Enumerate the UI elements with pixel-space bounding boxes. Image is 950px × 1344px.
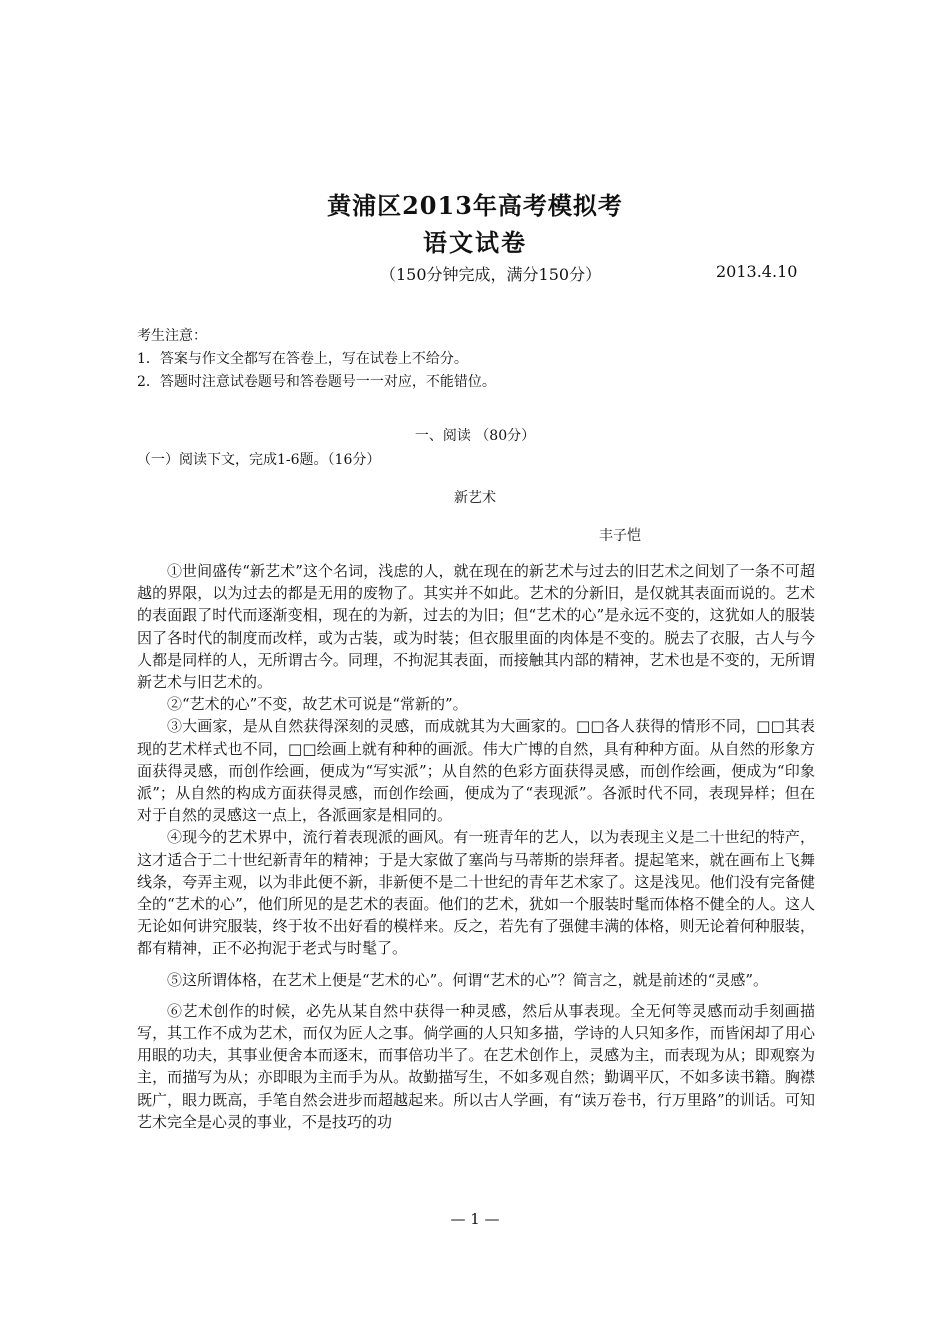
- paragraph-4: ④现今的艺术界中，流行着表现派的画风。有一班青年的艺人，以为表现主义是二十世纪的特产，这才适合于二十世纪新青年的精神；于是大家做了塞尚与马蒂斯的崇拜者。提起笔来，就在画布上飞舞线条，夸弄主观，以为非此便不新，非新便不是二十世纪的青年艺术家了。这是浅见。他们没有完备健全的“艺术的心”，他们所见的是艺术的表面。他们的艺术，犹如一个服装时髦而体格不健全的人。这人无论如何讲究服装，终于妆不出好看的模样来。反之，若先有了强健丰满的体格，则无论着何种服装，都有精神，正不必拘泥于老式与时髦了。: [137, 828, 815, 958]
- notice-heading: 考生注意：: [137, 328, 207, 344]
- article-body: [137, 560, 815, 1133]
- section-title: 一、阅读 （80分）: [414, 428, 536, 444]
- paragraph-5: ⑤这所谓体格，在艺术上便是“艺术的心”。何谓“艺术的心”？简言之，就是前述的“灵感”。: [167, 970, 769, 989]
- paragraph-3: ③大画家，是从自然获得深刻的灵感，而成就其为大画家的。□□各人获得的情形不同，□□其表现的艺术样式也不同，□□绘画上就有种种的画派。伟大广博的自然，具有种种方面。从自然的形象方面获得灵感，而创作绘画，便成为“写实派”；从自然的色彩方面获得灵感，而创作绘画，便成为“印象派”；从自然的构成方面获得灵感，而创作绘画，便成为了“表现派”。各派时代不同，表现异样；但在对于自然的灵感这一点上，各派画家是相同的。: [137, 717, 815, 825]
- article-author: 丰子恺: [599, 528, 641, 544]
- paragraph-1: ①世间盛传“新艺术”这个名词，浅虑的人，就在现在的新艺术与过去的旧艺术之间划了一条不可超越的界限，以为过去的都是无用的废物了。其实并不如此。艺术的分新旧，是仅就其表面而说的。艺术的表面跟了时代而逐渐变相，现在的为新，过去的为旧；但“艺术的心”是永远不变的，这犹如人的服装因了各时代的制度而改样，或为古装，或为时装；但衣服里面的肉体是不变的。脱去了衣服，古人与今人都是同样的人，无所谓古今。同理，不拘泥其表面，而接触其内部的精神，艺术也是不变的，无所谓新艺术与旧艺术的。: [137, 562, 815, 692]
- article-title: 新艺术: [454, 490, 496, 506]
- exam-info: （150分钟完成，满分150分）: [380, 265, 602, 284]
- sub-section-instruction: （一）阅读下文，完成1-6题。（16分）: [137, 452, 381, 468]
- exam-title: 黄浦区2013年高考模拟考: [327, 191, 623, 220]
- notice-item: 1．答案与作文全都写在答卷上，写在试卷上不给分。: [137, 351, 468, 367]
- exam-date: 2013.4.10: [716, 262, 798, 281]
- exam-subtitle: 语文试卷: [423, 228, 527, 257]
- candidate-notice: [137, 325, 496, 394]
- paragraph-6: ⑥艺术创作的时候，必先从某自然中获得一种灵感，然后从事表现。全无何等灵感而动手刻画描写，其工作不成为艺术，而仅为匠人之事。倘学画的人只知多描，学诗的人只知多作，而皆闲却了用心用眼的功夫，其事业便舍本而逐末，而事倍功半了。在艺术创作上，灵感为主，而表现为从；即观察为主，而描写为从；亦即眼为主而手为从。故勤描写生，不如多观自然；勤调平仄，不如多读书籍。胸襟既广，眼力既高，手笔自然会进步而超越起来。所以古人学画，有“读万卷书，行万里路”的训话。可知艺术完全是心灵的事业，不是技巧的功: [137, 1001, 815, 1131]
- page-number: — 1 —: [450, 1210, 500, 1228]
- notice-item: 2．答题时注意试卷题号和答卷题号一一对应，不能错位。: [137, 374, 496, 390]
- paragraph-2: ②“艺术的心”不变，故艺术可说是“常新的”。: [167, 695, 468, 714]
